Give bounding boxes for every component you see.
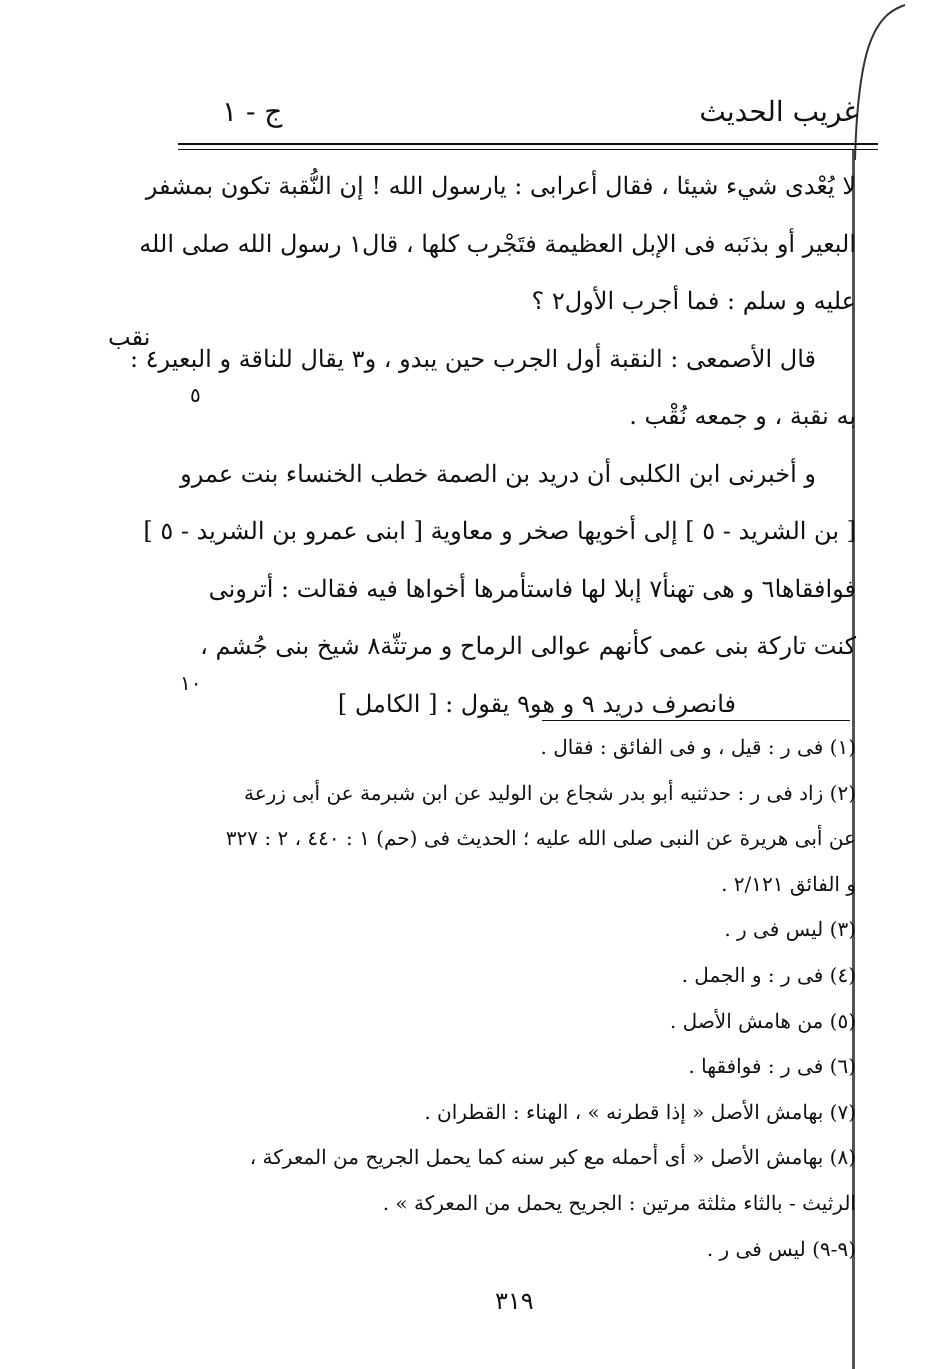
text-line: [ بن الشريد - ٥ ] إلى أخويها صخر و معاوية [ ابنى عمرو بن الشريد - ٥ ]	[143, 517, 856, 545]
footnote-line: (٦) فى ر : فوافقها .	[688, 1054, 856, 1079]
line-number-5: ٥	[190, 383, 201, 407]
header-rule	[178, 143, 878, 145]
footnote-line: (٥) من هامش الأصل .	[669, 1008, 856, 1033]
running-header-volume: ج - ١	[222, 95, 283, 128]
page-curl-decoration	[850, 0, 910, 160]
text-line: لا يُعْدى شيء شيئا ، فقال أعرابى : يارسول الله ! إن النُّقبة تكون بمشفر	[145, 172, 856, 200]
footnote-line: (٣) ليس فى ر .	[724, 917, 856, 942]
footnote-line: و الفائق ٢/١٢١ .	[721, 871, 856, 896]
margin-keyword: نقب	[108, 323, 151, 351]
footnote-separator	[542, 720, 850, 721]
text-line: كنت تاركة بنى عمى كأنهم عوالى الرماح و مرتثّة٨ شيخ بنى جُشم ،	[200, 632, 856, 660]
footnote-line: (٨) بهامش الأصل « أى أحمله مع كبر سنه كما يحمل الجريح من المعركة ،	[249, 1145, 856, 1170]
line-number-10: ١٠	[180, 671, 202, 695]
page-number: ٣١٩	[495, 1287, 534, 1315]
text-line: البعير أو بذنَبه فى الإبل العظيمة فتَجْرب كلها ، قال١ رسول الله صلى الله	[139, 229, 856, 258]
footnote-line: الرثيث - بالثاء مثلثة مرتين : الجريح يحمل من المعركة » .	[382, 1190, 856, 1215]
footnote-line: (٩-٩) ليس فى ر .	[706, 1236, 856, 1261]
running-header-title: غريب الحديث	[699, 95, 858, 128]
footnotes	[196, 725, 856, 1272]
header-rule-thin	[178, 149, 878, 150]
text-line: و أخبرنى ابن الكلبى أن دريد بن الصمة خطب الخنساء بنت عمرو	[180, 459, 816, 488]
footnote-line: (٤) فى ر : و الجمل .	[681, 962, 856, 987]
text-line: قال الأصمعى : النقبة أول الجرب حين يبدو ، و٣ يقال للناقة و البعير٤ :	[129, 344, 816, 373]
footnote-line: عن أبى هريرة عن النبى صلى الله عليه ؛ الحديث فى (حم) ١ : ٤٤٠ ، ٢ : ٣٢٧	[225, 826, 856, 851]
footnote-line: (٢) زاد فى ر : حدثنيه أبو بدر شجاع بن الوليد عن ابن شبرمة عن أبى زرعة	[243, 780, 856, 805]
text-line: عليه و سلم : فما أجرب الأول٢ ؟	[531, 287, 856, 315]
text-line: فوافقاها٦ و هى تهنأ٧ إبلا لها فاستأمرها أخواها فيه فقالت : أترونى	[208, 574, 856, 603]
footnote-line: (٧) بهامش الأصل « إذا قطرنه » ، الهناء : القطران .	[424, 1099, 856, 1124]
footnote-line: (١) فى ر : قيل ، و فى الفائق : فقال .	[540, 735, 856, 759]
text-line: به نقبة ، و جمعه نُقْب .	[629, 402, 856, 430]
text-line: فانصرف دريد ٩ و هو٩ يقول : [ الكامل ]	[337, 689, 736, 718]
